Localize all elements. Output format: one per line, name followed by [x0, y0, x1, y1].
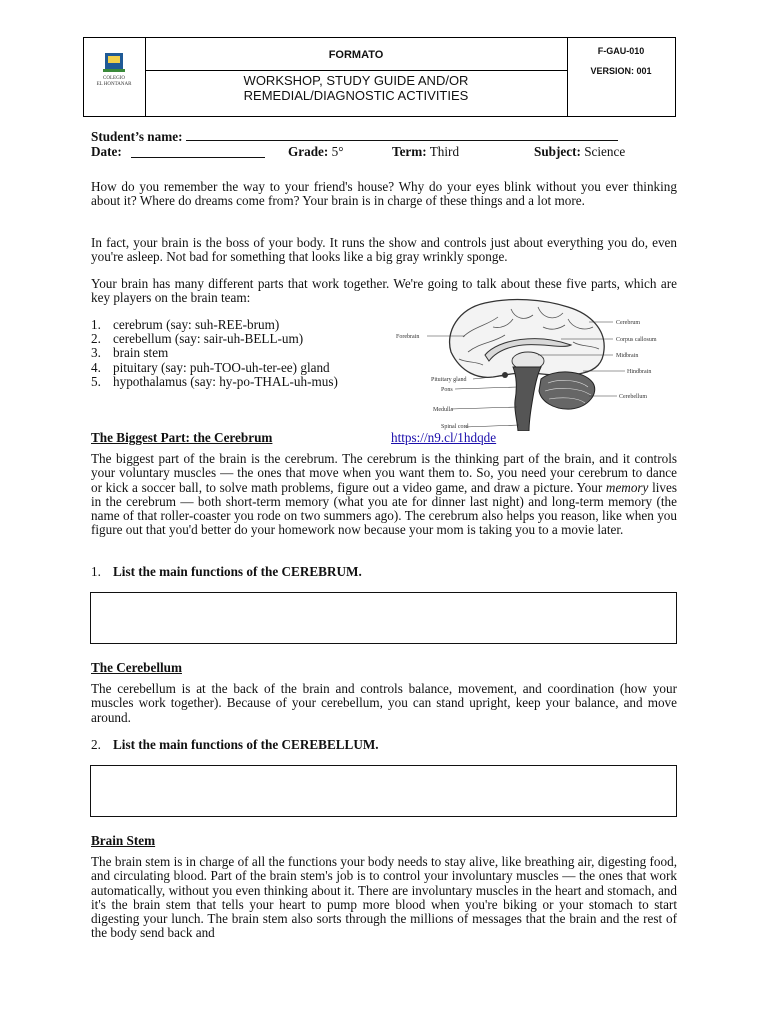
list-item: 1. cerebrum (say: suh-REE-brum) — [91, 317, 280, 332]
term-label: Term: — [392, 144, 427, 159]
cerebellum-paragraph: The cerebellum is at the back of the brain and controls balance, movement, and coordination (how your muscles work together). Because of your cerebellum, you can stand upright, keep your balance, and move around. — [91, 681, 677, 725]
brainstem-paragraph: The brain stem is in charge of all the functions your body needs to stay alive, like breathing air, digesting food, and circulating blood. Part of the brain stem's job is to control your involuntary muscles — the ones that work automatically, without you even thinking about it. There are involuntary muscles in the heart and stomach, and it's the brain stem that tells your heart to pump more blood when you're biking or your stomach to start digesting your lunch. The brain stem also sorts through the millions of messages that the brain and the rest of the body send back and — [91, 854, 677, 941]
label-medulla: Medulla — [433, 407, 453, 413]
subject-label: Subject: — [534, 144, 581, 159]
label-spinal-cord: Spinal cord — [441, 424, 469, 430]
label-hindbrain: Hindbrain — [627, 369, 652, 375]
label-pons: Pons — [441, 387, 453, 393]
cerebellum-heading: The Cerebellum — [91, 660, 182, 675]
logo-emblem — [108, 56, 120, 63]
subject — [534, 144, 625, 159]
header-title-cell — [145, 38, 568, 116]
logo-text-2: EL HONTANAR — [96, 82, 132, 87]
intro-paragraph-3: Your brain has many different parts that work together. We're going to talk about these five parts, which are key players on the brain team: — [91, 276, 677, 306]
list-item: 3. brain stem — [91, 345, 169, 361]
question-2-text: List the main functions of the CEREBELLUM. — [113, 737, 379, 752]
question-1: 1. List the main functions of the CEREBRUM. — [91, 564, 362, 579]
intro-paragraph-2: In fact, your brain is the boss of your body. It runs the show and controls just about everything you do, even you're asleep. Not bad for something that looks like a big gray wrinkly sponge. — [91, 235, 677, 265]
image-source-link[interactable]: https://n9.cl/1hdqde — [391, 430, 497, 445]
question-1-text: List the main functions of the CEREBRUM. — [113, 564, 362, 579]
subject-value: Science — [584, 144, 626, 159]
memory-emphasis: memory — [605, 479, 649, 495]
label-pituitary: Pituitary gland — [431, 377, 467, 383]
cerebrum-paragraph: The biggest part of the brain is the cerebrum. The cerebrum is the thinking part of the brain, and it controls your voluntary muscles — the ones that move when you want them to. So, you need your cerebrum to dance or kick a soccer ball, to solve math problems, figure out a video game, and draw a picture. Your memory lives in the cerebrum — both short-term memory (what you ate for dinner last night) and long-term memory (the name of that roller-coaster you rode on two summers ago). The cerebrum also helps you reason, like when you figure out that you'd better do your homework now because your mom is taking you to a movie later. — [91, 451, 677, 538]
school-logo — [84, 38, 145, 116]
pituitary-shape — [502, 372, 508, 378]
date-label: Date: — [91, 144, 122, 159]
answer-box-cerebellum[interactable] — [90, 765, 677, 817]
header-title — [145, 71, 567, 103]
list-item: 4. pituitary (say: puh-TOO-uh-ter-ee) gland — [91, 359, 330, 375]
brain-stem-shape — [513, 367, 541, 431]
label-cerebrum: Cerebrum — [616, 320, 640, 326]
cerebrum-heading: The Biggest Part: the Cerebrum — [91, 430, 273, 445]
student-info — [91, 128, 681, 159]
logo-cell — [84, 38, 146, 116]
grade-label: Grade: — [288, 144, 329, 159]
brain-diagram — [393, 297, 677, 431]
grade — [288, 144, 343, 159]
term — [392, 144, 459, 159]
intro-paragraph-1: How do you remember the way to your friend's house? Why do your eyes blink without you ever thinking about it? Where do dreams come from? Your brain is in charge of these things and a lot more. — [91, 179, 677, 209]
form-version: VERSION: 001 — [590, 66, 652, 76]
header-title-line2: REMEDIAL/DIAGNOSTIC ACTIVITIES — [243, 88, 469, 103]
list-item: 2. cerebellum (say: sair-uh-BELL-um) — [91, 331, 304, 347]
student-name-field[interactable] — [186, 128, 618, 141]
document-header — [83, 37, 676, 117]
logo-band — [103, 69, 125, 72]
answer-box-cerebrum[interactable] — [90, 592, 677, 644]
term-value: Third — [429, 144, 460, 159]
header-code-cell — [567, 38, 675, 116]
date-field[interactable] — [131, 145, 265, 158]
label-forebrain: Forebrain — [396, 334, 420, 340]
label-cerebellum: Cerebellum — [619, 394, 647, 400]
question-2: 2. List the main functions of the CEREBELLUM. — [91, 737, 379, 752]
student-name-label: Student’s name: — [91, 129, 183, 144]
list-item: 5. hypothalamus (say: hy-po-THAL-uh-mus) — [91, 373, 338, 389]
label-midbrain: Midbrain — [616, 353, 639, 359]
header-title-line1: WORKSHOP, STUDY GUIDE AND/OR — [243, 73, 469, 88]
grade-value: 5° — [331, 144, 344, 159]
format-label: FORMATO — [145, 38, 567, 71]
brain-parts-list — [91, 318, 338, 389]
label-corpus-callosum: Corpus callosum — [616, 337, 657, 343]
logo-text-1: COLEGIO — [103, 76, 125, 81]
form-code: F-GAU-010 — [597, 46, 645, 56]
brainstem-heading: Brain Stem — [91, 833, 156, 848]
